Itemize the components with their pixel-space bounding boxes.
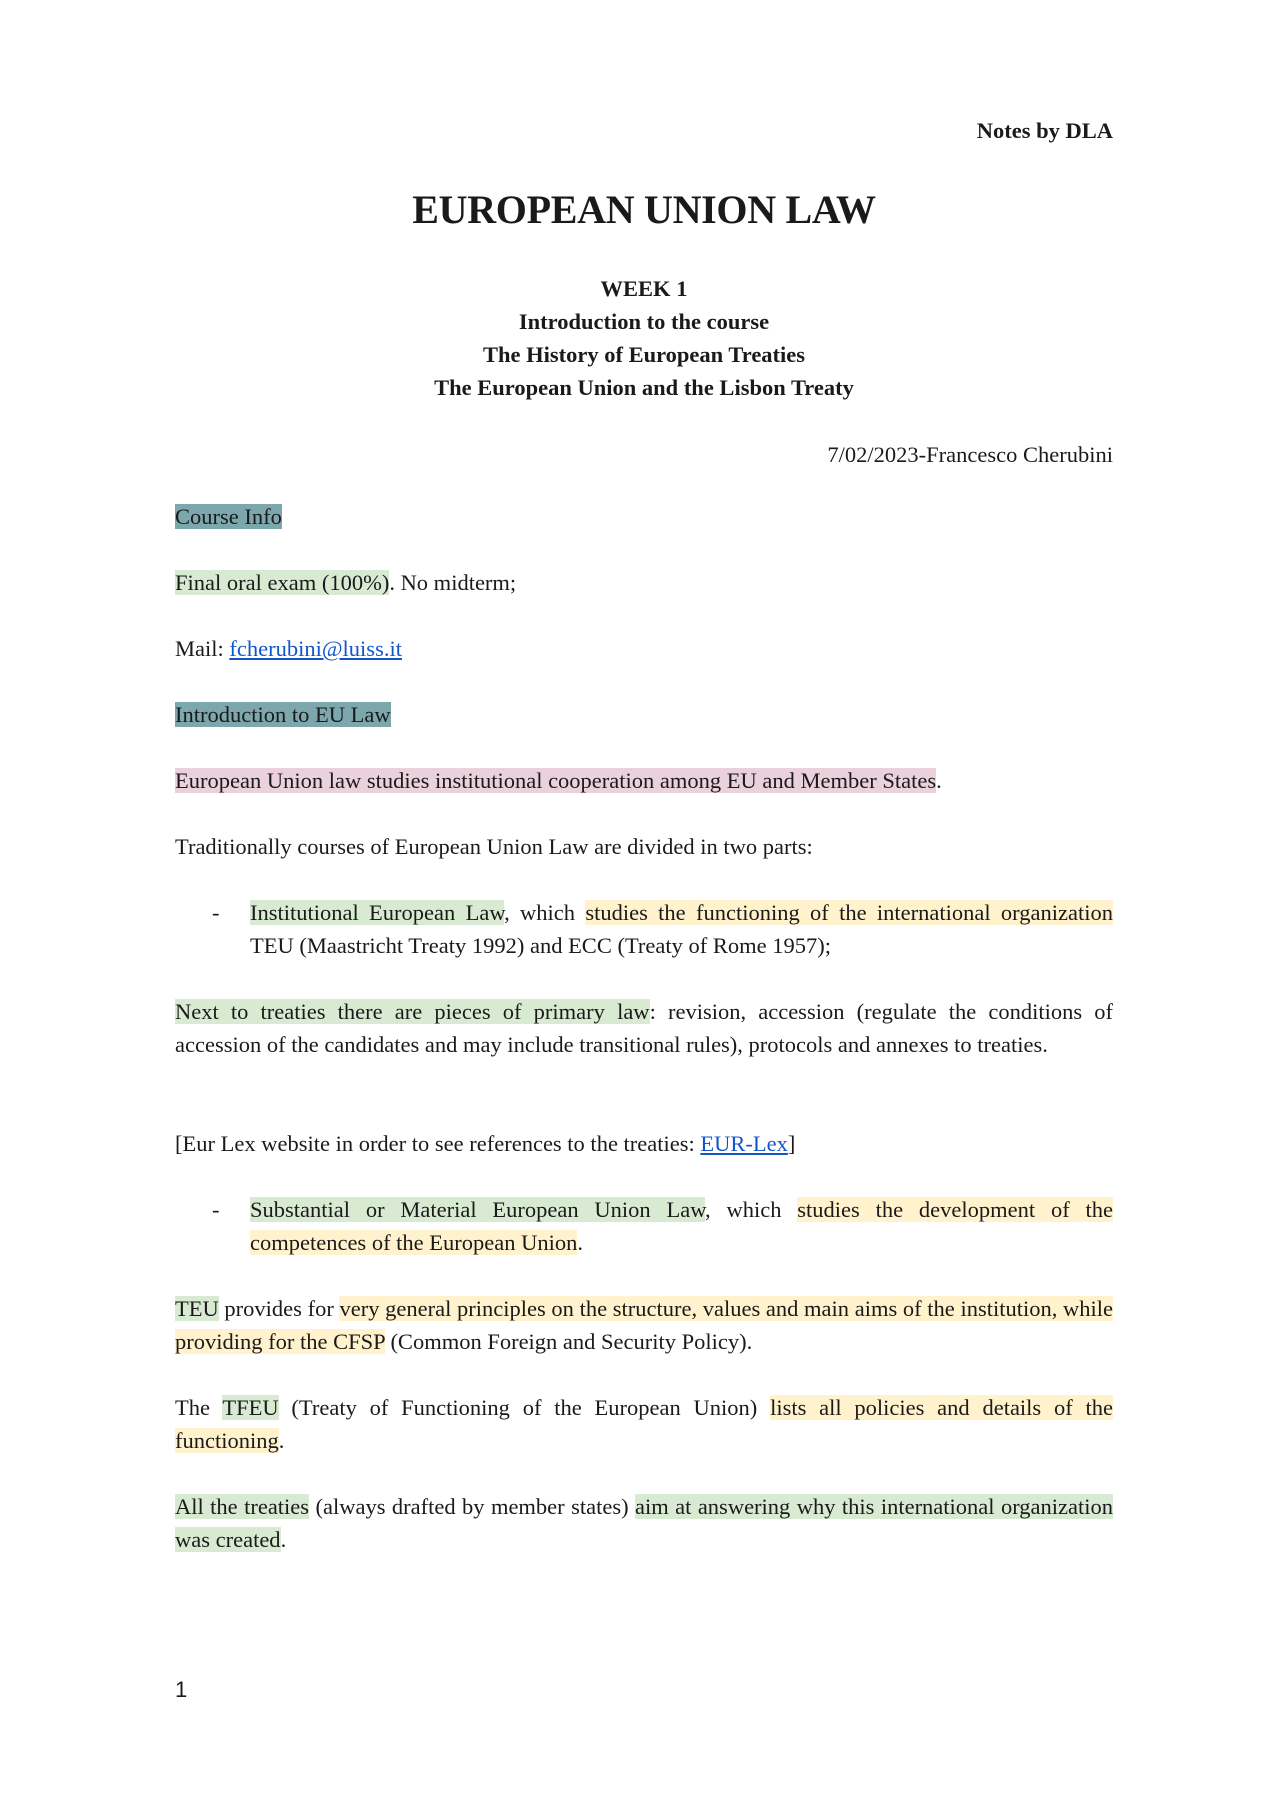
teu-paragraph [175,1292,1113,1358]
teu-rest: (Common Foreign and Security Policy). [384,1329,753,1354]
mail-paragraph [175,632,1113,665]
bullet-dash: - [212,900,220,925]
primary-law-paragraph [175,995,1113,1061]
subtitle-lisbon: The European Union and the Lisbon Treaty [434,375,854,400]
bullet-substantial [175,1193,1113,1259]
bullet-connector: , which [705,1197,798,1222]
tfeu-mid: (Treaty of Functioning of the European Union) [278,1395,771,1420]
mail-link[interactable]: fcherubini@luiss.it [229,636,402,661]
all-treaties-paragraph [175,1490,1113,1556]
subtitle-intro: Introduction to the course [518,309,770,334]
subtitle-week: WEEK 1 [600,276,688,301]
mail-label: Mail: [175,636,230,661]
all-treaties-highlight: All the treaties [175,1494,310,1519]
primary-law-highlight: Next to treaties there are pieces of primary law [175,999,650,1024]
course-info-heading: Course Info [175,504,282,529]
eu-law-rest: . [936,768,942,793]
page-number: 1 [175,1677,188,1702]
competences-highlight: studies the development of the competences of the European Union [250,1197,1113,1255]
document-title: EUROPEAN UNION LAW [412,187,876,232]
bullet-connector: , which [504,900,586,925]
institutional-rest: TEU (Maastricht Treaty 1992) and ECC (Treaty of Rome 1957); [250,933,831,958]
institutional-highlight: Institutional European Law [250,900,505,925]
institutional-function-highlight: studies the functioning of the international organization [585,900,1113,925]
eu-law-highlight: European Union law studies institutional cooperation among EU and Member States [175,768,937,793]
notes-by-label: Notes by DLA [976,118,1113,143]
aim-highlight: aim at answering why this international organization was created [175,1494,1114,1552]
subtitle-history: The History of European Treaties [482,342,806,367]
intro-heading: Introduction to EU Law [175,702,391,727]
exam-highlight: Final oral exam (100%) [175,570,390,595]
teu-mid: provides for [218,1296,340,1321]
all-treaties-mid: (always drafted by member states) [309,1494,635,1519]
bullet-institutional [175,896,1113,962]
substantial-highlight: Substantial or Material European Union Law [250,1197,706,1222]
eurlex-paragraph [175,1127,1113,1160]
eu-law-paragraph [175,764,1113,797]
all-treaties-rest: . [280,1527,287,1552]
traditional-paragraph: Traditionally courses of European Union Law are divided in two parts: [175,834,813,859]
substantial-rest: . [577,1230,584,1255]
eurlex-pre: [Eur Lex website in order to see references to the treaties: [175,1131,701,1156]
section-heading-course-info [175,500,1113,533]
tfeu-highlight: TFEU [222,1395,279,1420]
teu-principles-highlight: very general principles on the structure, values and main aims of the institution, while providing for the CFSP [175,1296,1113,1354]
tfeu-rest: . [278,1428,285,1453]
date-author: 7/02/2023-Francesco Cherubini [827,442,1113,467]
bullet-text [250,1193,1113,1259]
tfeu-policies-highlight: lists all policies and details of the functioning [175,1395,1114,1453]
tfeu-pre: The [175,1395,223,1420]
exam-paragraph [175,566,1113,599]
tfeu-paragraph [175,1391,1113,1457]
eurlex-post: ] [787,1131,796,1156]
subtitle-block [175,272,1113,404]
bullet-dash: - [212,1197,220,1222]
bullet-text [250,896,1113,962]
teu-highlight: TEU [175,1296,219,1321]
eurlex-link[interactable]: EUR-Lex [700,1131,788,1156]
primary-law-rest: : revision, accession (regulate the conditions of accession of the candidates and may include transitional rules), protocols and annexes to treaties. [175,999,1113,1057]
section-heading-intro [175,698,1113,731]
exam-rest: . No midterm; [389,570,517,595]
